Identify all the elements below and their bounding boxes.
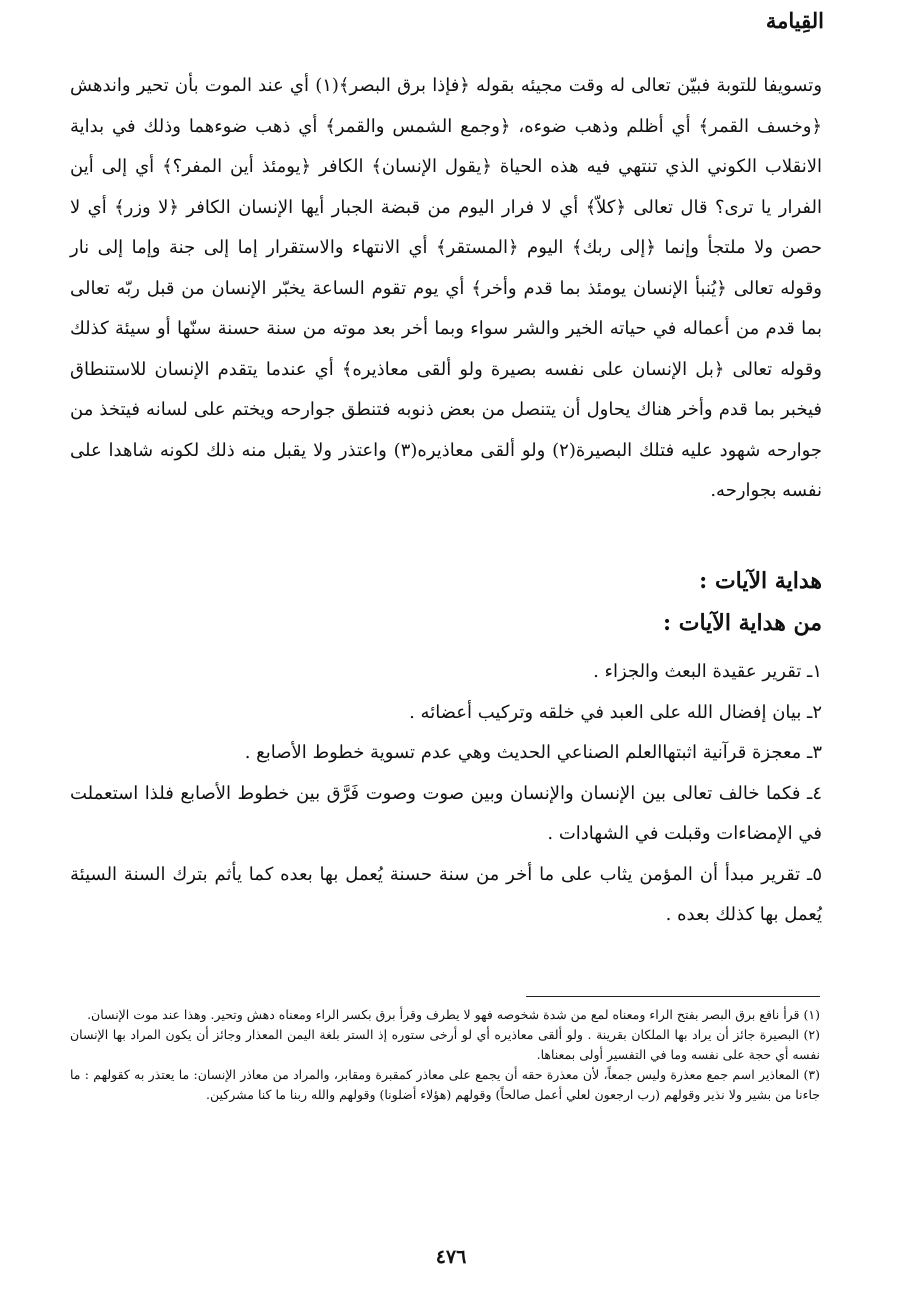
running-header: القِيامة xyxy=(765,8,824,33)
body-paragraph: وتسويفا للتوبة فبيّن تعالى له وقت مجيئه بقوله ﴿فإذا برق البصر﴾(١) أي عند الموت بأن تحير واندهش ﴿وخسف القمر﴾ أي أظلم وذهب ضوءه، ﴿وجمع الشمس والقمر﴾ أي ذهب ضوءهما وذلك في بداية الانقلاب الكوني الذي تنتهي فيه هذه الحياة ﴿يقول الإنسان﴾ الكافر ﴿يومئذ أين المفر؟﴾ أي إلى أين الفرار يا ترى؟ قال تعالى ﴿كلاّ﴾ أي لا فرار اليوم من قبضة الجبار أيها الإنسان الكافر ﴿لا وزر﴾ أي لا حصن ولا ملتجأ وإنما ﴿إلى ربك﴾ اليوم ﴿المستقر﴾ أي الانتهاء والاستقرار إما إلى جنة وإما إلى نار وقوله تعالى ﴿يُنبأ الإنسان يومئذ بما قدم وأخر﴾ أي يوم تقوم الساعة يخبّر الإنسان من قبل ربّه تعالى بما قدم من أعماله في حياته الخير والشر سواء وبما أخر بعد موته من سنة حسنة سنّها أو سيئة كذلك وقوله تعالى ﴿بل الإنسان على نفسه بصيرة ولو ألقى معاذيره﴾ أي عندما يتقدم الإنسان للاستنطاق فيخبر بما قدم وأخر هناك يحاول أن يتنصل من بعض ذنوبه فتنطق جوارحه ويختم على لسانه فيتخذ من جوارحه شهود عليه فتلك البصيرة(٢) ولو ألقى معاذيره(٣) واعتذر ولا يقبل منه ذلك لكونه شاهدا على نفسه بجوارحه. xyxy=(70,75,823,501)
guidance-list xyxy=(70,652,822,936)
list-item: ٢ـ بيان إفضال الله على العبد في خلقه وتركيب أعضائه . xyxy=(409,701,822,723)
list-item: ٤ـ فكما خالف تعالى بين الإنسان والإنسان وبين صوت وصوت فَرَّق بين خطوط الأصابع فلذا استعملت في الإمضاءات وقبلت في الشهادات . xyxy=(70,782,822,844)
section-subheading: من هداية الآيات : xyxy=(662,610,822,636)
footnote: (٢) البصيرة جائز أن يراد بها الملكان بقرينة . ولو ألقى معاذيره أي لو أرخى ستوره إذ الستر بلغة اليمن المعذار وجائز أن يكون المراد بها الإنسان نفسه أي حجة على نفسه وما في التفسير أولى بمعناها. xyxy=(70,1027,820,1062)
list-item: ٥ـ تقرير مبدأ أن المؤمن يثاب على ما أخر من سنة حسنة يُعمل بها بعده كما يأثم بترك السنة السيئة يُعمل بها كذلك بعده . xyxy=(70,863,822,925)
footnotes xyxy=(70,1005,820,1105)
main-text xyxy=(70,66,822,512)
section-heading: هداية الآيات : xyxy=(699,568,822,594)
footnote: (١) قرأ نافع برق البصر بفتح الراء ومعناه لمع من شدة شخوصه فهو لا يطرف وقرأ برق بكسر الراء ومعناه دهش وتحير. وهذا عند موت الإنسان. xyxy=(87,1007,820,1022)
list-item: ١ـ تقرير عقيدة البعث والجزاء . xyxy=(593,661,822,682)
footnote: (٣) المعاذير اسم جمع معذرة وليس جمعاً، لأن معذرة حقه أن يجمع على معاذر كمقبرة ومقابر، والمراد من معاذر الإنسان: ما يعتذر به كقولهم : ما جاءنا من بشير ولا نذير وقولهم (رب ارجعون لعلي أعمل صالحاً) وقولهم (هؤلاء أضلونا) وقولهم والله ربنا ما كنا مشركين. xyxy=(70,1067,820,1102)
page-number: ٤٧٦ xyxy=(435,1246,467,1268)
footnote-divider xyxy=(526,996,820,997)
list-item: ٣ـ معجزة قرآنية اثبتهاالعلم الصناعي الحديث وهي عدم تسوية خطوط الأصابع . xyxy=(244,742,822,763)
